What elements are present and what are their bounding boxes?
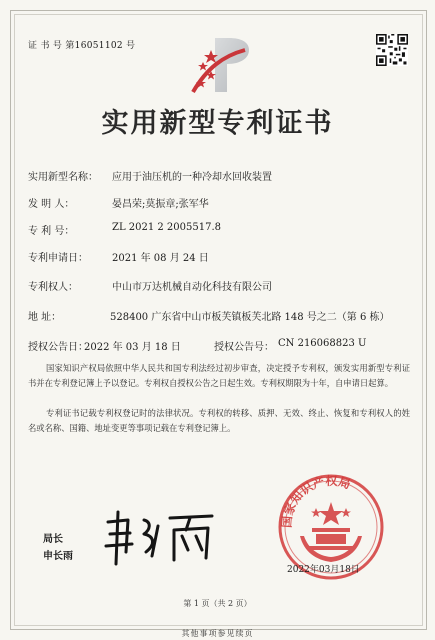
svg-text:国家知识产权局 [280, 473, 353, 528]
patent-number-row [28, 222, 222, 237]
field-label: 专利权人： [28, 282, 78, 293]
continuation-note: 其他事项参见续页 [181, 629, 254, 638]
field-label: 专利申请日： [28, 253, 88, 264]
field-value: ZL 2021 2 2005517.8 [112, 222, 222, 233]
filing-date-row [28, 249, 209, 264]
legal-status-paragraph: 专利证书记载专利权登记时的法律状况。专利权的转移、质押、无效、终止、恢复和专利权人的姓名或名称、国籍、地址变更等事项记载在专利登记簿上。 [28, 408, 410, 433]
utility-model-name-row [28, 168, 272, 183]
field-label: 地 址： [28, 312, 62, 323]
field-value: CN 216068823 U [278, 338, 367, 349]
grant-info-row [28, 338, 367, 353]
patentee-row [28, 278, 272, 293]
field-label: 授权公告日： [28, 342, 88, 353]
director-signature-icon [100, 508, 220, 568]
document-title: 实用新型专利证书 [101, 108, 334, 139]
certificate-number: 证 书 号 第16051102 号 [28, 41, 136, 51]
seal-date: 2022年03月18日 [287, 565, 360, 575]
inventor-row [28, 195, 209, 210]
field-value: 应用于油压机的一种冷却水回收装置 [112, 172, 272, 183]
qr-code-icon [376, 34, 408, 66]
field-label: 发 明 人： [28, 199, 75, 210]
grant-statement-paragraph: 国家知识产权局依照中华人民共和国专利法经过初步审查，决定授予专利权，颁发实用新型专利证书并在专利登记簿上予以登记。专利权自授权公告之日起生效。专利权期限为十年，自申请日起算。 [28, 363, 410, 388]
director-name: 申长雨 [43, 551, 73, 562]
field-value: 2021 年 08 月 24 日 [112, 253, 209, 264]
address-row [28, 308, 390, 323]
seal-text: 国家知识产权局 [279, 474, 353, 529]
field-value: 2022 年 03 月 18 日 [84, 342, 181, 353]
field-value: 528400 广东省中山市板芙镇板芙北路 148 号之二（第 6 栋） [110, 312, 390, 323]
field-label: 实用新型名称： [28, 172, 98, 183]
page-number: 第 1 页（共 2 页） [183, 599, 252, 608]
field-label: 专 利 号： [28, 226, 75, 237]
field-value: 晏昌荣;莫振章;张军华 [112, 199, 209, 210]
patent-emblem-icon [175, 34, 261, 98]
field-value: 中山市万达机械自动化科技有限公司 [112, 282, 272, 293]
field-label: 授权公告号： [214, 342, 274, 353]
director-title: 局长 [43, 534, 63, 545]
